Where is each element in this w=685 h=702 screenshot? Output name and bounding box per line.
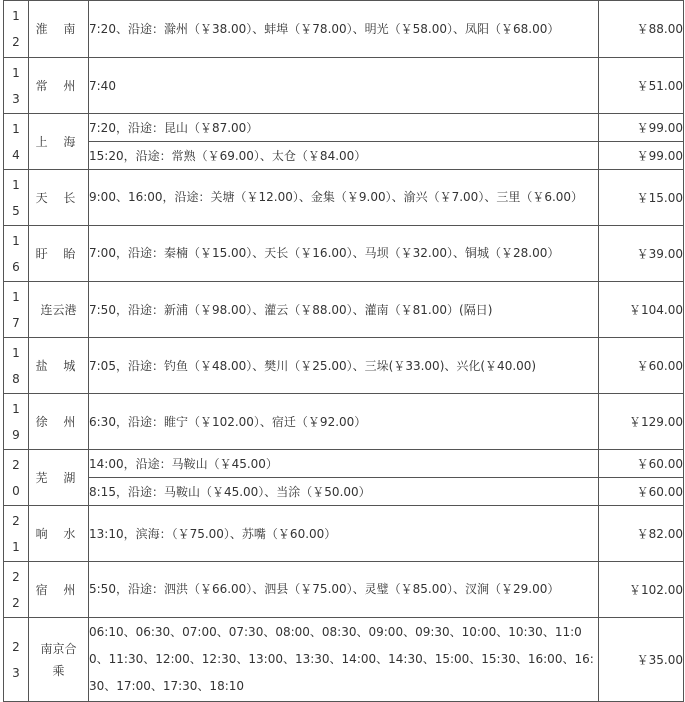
- route-details: 6:30，沿途：睢宁（￥102.00）、宿迁（￥92.00）: [89, 394, 599, 450]
- destination-city: 芜 湖: [29, 450, 89, 506]
- row-number: 1 3: [4, 58, 29, 114]
- destination-city: 响 水: [29, 506, 89, 562]
- route-details: 15:20，沿途：常熟（￥69.00）、太仓（￥84.00）: [89, 142, 599, 170]
- destination-city: 徐 州: [29, 394, 89, 450]
- destination-city: 盐 城: [29, 338, 89, 394]
- row-number: 1 8: [4, 338, 29, 394]
- table-row: [4, 506, 684, 562]
- fare: ￥99.00: [599, 142, 684, 170]
- route-details: 5:50，沿途：泗洪（￥66.00）、泗县（￥75.00）、灵璧（￥85.00）、汊涧（￥29.00）: [89, 562, 599, 618]
- fare: ￥104.00: [599, 282, 684, 338]
- row-number: 1 9: [4, 394, 29, 450]
- table-row: [4, 114, 684, 142]
- row-number: 1 5: [4, 170, 29, 226]
- route-details: 9:00、16:00，沿途：关塘（￥12.00）、金集（￥9.00）、渝兴（￥7.00）、三里（￥6.00）: [89, 170, 599, 226]
- table-row: [4, 1, 684, 58]
- fare: ￥60.00: [599, 338, 684, 394]
- row-number: 1 4: [4, 114, 29, 170]
- bus-schedule-table: [3, 0, 684, 702]
- route-details: 7:20，沿途：昆山（￥87.00）: [89, 114, 599, 142]
- table-row: [4, 170, 684, 226]
- fare: ￥39.00: [599, 226, 684, 282]
- route-details: 06:10、06:30、07:00、07:30、08:00、08:30、09:00、09:30、10:00、10:30、11:00、11:30、12:00、12:30、13:00、13:30、14:00、14:30、15:00、15:30、16:00、16:30、17:00、17:30、18:10: [89, 618, 599, 702]
- fare: ￥15.00: [599, 170, 684, 226]
- row-number: 1 6: [4, 226, 29, 282]
- table-row: [4, 282, 684, 338]
- destination-city: 常 州: [29, 58, 89, 114]
- route-details: 7:50，沿途：新浦（￥98.00）、灌云（￥88.00）、灌南（￥81.00）(隔日): [89, 282, 599, 338]
- table-row: [4, 562, 684, 618]
- row-number: 2 0: [4, 450, 29, 506]
- fare: ￥102.00: [599, 562, 684, 618]
- route-details: 7:40: [89, 58, 599, 114]
- route-details: 7:00，沿途：秦楠（￥15.00）、天长（￥16.00）、马坝（￥32.00）、铜城（￥28.00）: [89, 226, 599, 282]
- route-details: 13:10，滨海：（￥75.00）、苏嘴（￥60.00）: [89, 506, 599, 562]
- fare: ￥35.00: [599, 618, 684, 702]
- fare: ￥60.00: [599, 450, 684, 478]
- fare: ￥129.00: [599, 394, 684, 450]
- row-number: 2 1: [4, 506, 29, 562]
- destination-city: 上 海: [29, 114, 89, 170]
- fare: ￥82.00: [599, 506, 684, 562]
- table-row: [4, 226, 684, 282]
- table-row: [4, 394, 684, 450]
- route-details: 7:05，沿途：钓鱼（￥48.00）、樊川（￥25.00）、三垛(￥33.00)、兴化(￥40.00): [89, 338, 599, 394]
- route-details: 14:00，沿途：马鞍山（￥45.00）: [89, 450, 599, 478]
- table-row: [4, 618, 684, 702]
- destination-city: 南京合 乘: [29, 618, 89, 702]
- route-details: 8:15，沿途：马鞍山（￥45.00）、当涂（￥50.00）: [89, 478, 599, 506]
- fare: ￥88.00: [599, 1, 684, 58]
- destination-city: 盱 眙: [29, 226, 89, 282]
- table-row: [4, 142, 684, 170]
- table-row: [4, 450, 684, 478]
- row-number: 1 7: [4, 282, 29, 338]
- table-row: [4, 478, 684, 506]
- row-number: 1 2: [4, 1, 29, 58]
- row-number: 2 2: [4, 562, 29, 618]
- table-row: [4, 338, 684, 394]
- destination-city: 宿 州: [29, 562, 89, 618]
- destination-city: 天 长: [29, 170, 89, 226]
- fare: ￥60.00: [599, 478, 684, 506]
- route-details: 7:20、沿途：滁州（￥38.00）、蚌埠（￥78.00）、明光（￥58.00）、凤阳（￥68.00）: [89, 1, 599, 58]
- destination-city: 连云港: [29, 282, 89, 338]
- table-row: [4, 58, 684, 114]
- destination-city: 淮 南: [29, 1, 89, 58]
- row-number: 2 3: [4, 618, 29, 702]
- fare: ￥51.00: [599, 58, 684, 114]
- fare: ￥99.00: [599, 114, 684, 142]
